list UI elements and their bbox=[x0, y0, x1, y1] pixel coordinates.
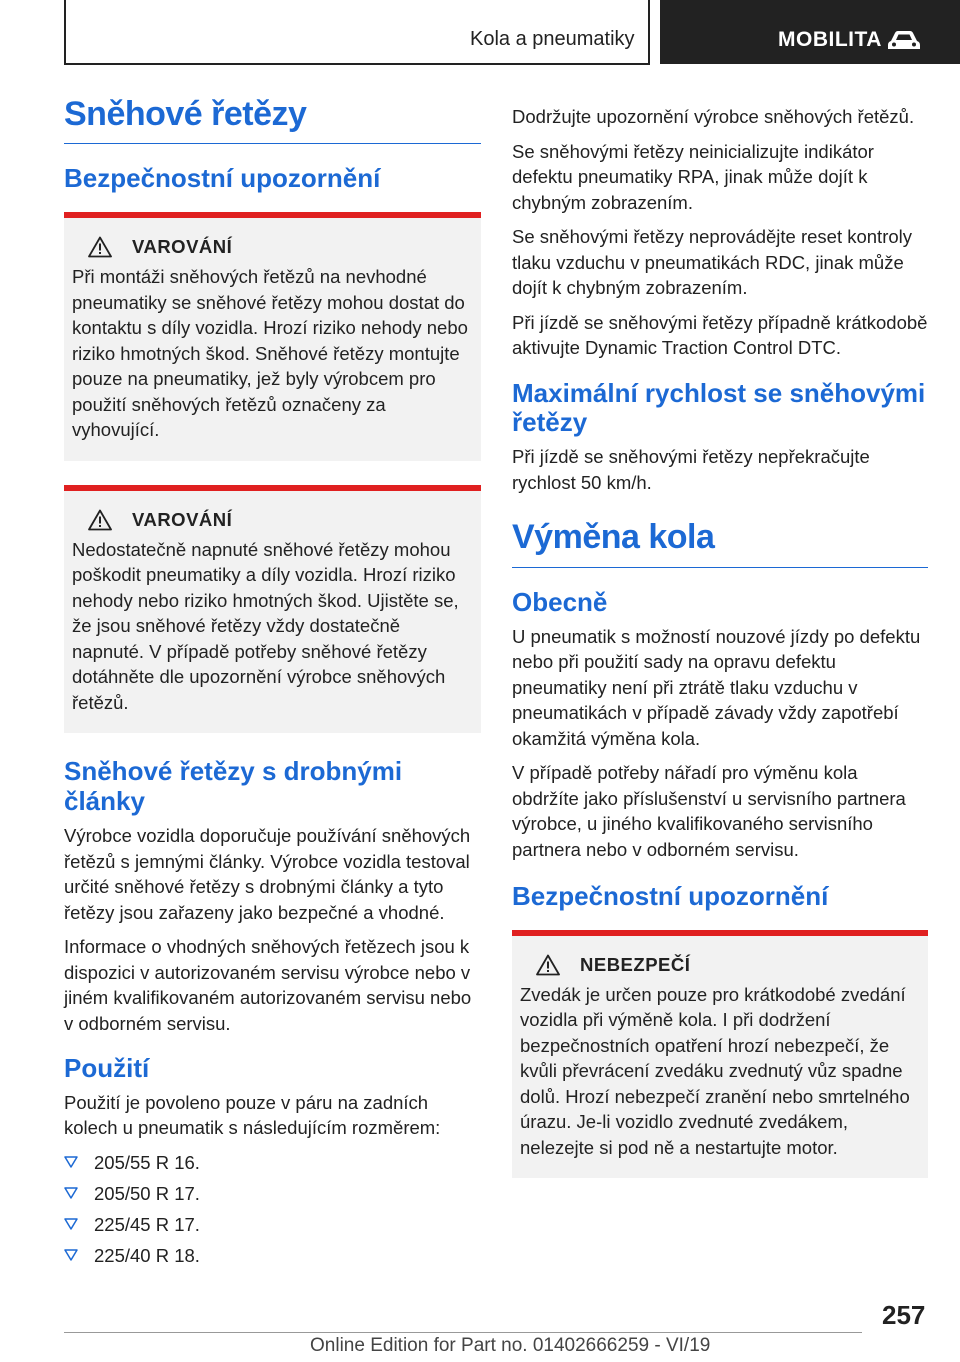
header-left-rule bbox=[64, 0, 66, 64]
section-title-snow-chains: Sněhové řetězy bbox=[64, 96, 481, 144]
bullet-triangle-icon bbox=[64, 1186, 78, 1200]
edition-note: Online Edition for Part no. 01402666259 - VI/19 bbox=[310, 1335, 711, 1356]
tire-size: 225/40 R 18. bbox=[94, 1244, 200, 1266]
safety-heading: Bezpečnostní upozornění bbox=[512, 881, 829, 912]
danger-box bbox=[512, 930, 928, 1179]
general-heading: Obecně bbox=[512, 586, 608, 617]
list-item bbox=[64, 1240, 481, 1271]
paragraph: Informace o vhodných sněhových řetězech jsou k dispozici v autorizovaném servisu výrobce nebo v jiném kvalifikovaném autorizovaném servisu nebo v odborném servisu. bbox=[64, 936, 472, 1034]
right-column bbox=[512, 104, 928, 1202]
bullet-triangle-icon bbox=[64, 1155, 78, 1169]
list-item bbox=[64, 1147, 481, 1178]
paragraph: Se sněhovými řetězy neinicializujte indikátor defektu pneumatiky RPA, jinak může dojít k chybným zobrazením. bbox=[512, 140, 874, 213]
chapter-tab-label: MOBILITA bbox=[778, 28, 882, 51]
max-speed-heading: Maximální rychlost se sněhovými řetězy bbox=[512, 377, 926, 438]
left-column bbox=[64, 96, 481, 1271]
tire-size: 205/50 R 17. bbox=[94, 1182, 200, 1204]
list-item bbox=[64, 1178, 481, 1209]
tire-size: 205/55 R 16. bbox=[94, 1151, 200, 1173]
tire-size: 225/45 R 17. bbox=[94, 1213, 200, 1235]
section-title-wheel-change: Výměna kola bbox=[512, 519, 928, 567]
paragraph: Při jízdě se sněhovými řetězy nepřekračujte rychlost 50 km/h. bbox=[512, 446, 870, 493]
warning-triangle-icon bbox=[88, 236, 112, 258]
warning-text: Nedostatečně napnuté sněhové řetězy mohou poškodit pneumatiky a díly vozidla. Hrozí riziko nehody nebo riziko hmotných škod. Ujistěte se, že jsou sněhové řetězy vždy dostatečně napnuté. V případě potřeby sněhové řetězy dotáhněte dle upozornění výrobce sněhových řetězů. bbox=[72, 538, 459, 713]
tire-size-list bbox=[64, 1147, 481, 1271]
fine-chains-heading: Sněhové řetězy s drobnými články bbox=[64, 756, 403, 817]
warning-label: VAROVÁNÍ bbox=[132, 236, 233, 258]
bullet-triangle-icon bbox=[64, 1217, 78, 1231]
bullet-triangle-icon bbox=[64, 1248, 78, 1262]
paragraph: U pneumatik s možností nouzové jízdy po defektu nebo při použití sady na opravu defektu pneumatiky není při ztrátě tlaku vzduchu v pneumatikách v případě závady vždy zapotřebí okamžitá výměna kola. bbox=[512, 625, 921, 749]
safety-heading: Bezpečnostní upozornění bbox=[64, 163, 381, 194]
paragraph: Se sněhovými řetězy neprovádějte reset kontroly tlaku vzduchu v pneumatikách RDC, jinak může dojít k chybným zobrazením. bbox=[512, 226, 913, 298]
warning-label: VAROVÁNÍ bbox=[132, 508, 233, 530]
danger-text: Zvedák je určen pouze pro krátkodobé zvedání vozidla při výměně kola. I při dodržení bezpečnostních opatření hrozí nebezpečí, že kvůli převrácení zvedáku zvednutý vůz spadne dolů. Hrozí nebezpečí zranění nebo smrtelného úrazu. Je-li vozidlo zvednuté zvedákem, nelezejte si pod ně a nestartujte motor. bbox=[520, 983, 910, 1158]
warning-box-2 bbox=[64, 485, 481, 734]
header-section-title: Kola a pneumatiky bbox=[470, 28, 635, 50]
header-divider bbox=[648, 0, 650, 64]
warning-triangle-icon bbox=[536, 954, 560, 976]
warning-text: Při montáži sněhových řetězů na nevhodné pneumatiky se sněhové řetězy mohou dostat do kontaktu s díly vozidla. Hrozí riziko nehody nebo riziko hmotných škod. Sněhové řetězy montujte pouze na pneumatiky, jež byly výrobcem pro použití sněhových řetězů označeny za vyhovující. bbox=[72, 266, 468, 441]
paragraph: Použití je povoleno pouze v páru na zadních kolech u pneumatik s následujícím rozměrem: bbox=[64, 1091, 441, 1139]
warning-box-1 bbox=[64, 212, 481, 461]
page-number: 257 bbox=[882, 1300, 926, 1330]
paragraph: Výrobce vozidla doporučuje používání sněhových řetězů s jemnými články. Výrobce vozidla testoval určité sněhové řetězy s drobnými články a tyto řetězy jsou zařazeny jako bezpečné a vhodné. bbox=[64, 825, 471, 923]
car-icon bbox=[886, 28, 922, 52]
paragraph: Při jízdě se sněhovými řetězy případně krátkodobě aktivujte Dynamic Traction Control DTC. bbox=[512, 311, 928, 358]
paragraph: Dodržujte upozornění výrobce sněhových řetězů. bbox=[512, 106, 915, 127]
danger-label: NEBEZPEČÍ bbox=[580, 953, 691, 975]
paragraph: V případě potřeby nářadí pro výměnu kola obdržíte jako příslušenství u servisního partnera výrobce, u jiného kvalifikovaného servisního partnera nebo v odborném servisu. bbox=[512, 762, 906, 860]
footer-rule bbox=[64, 1332, 862, 1333]
warning-triangle-icon bbox=[88, 509, 112, 531]
header-chapter-tab[interactable] bbox=[660, 0, 960, 64]
list-item bbox=[64, 1209, 481, 1240]
use-heading: Použití bbox=[64, 1053, 150, 1084]
header-bottom-rule bbox=[64, 63, 650, 65]
